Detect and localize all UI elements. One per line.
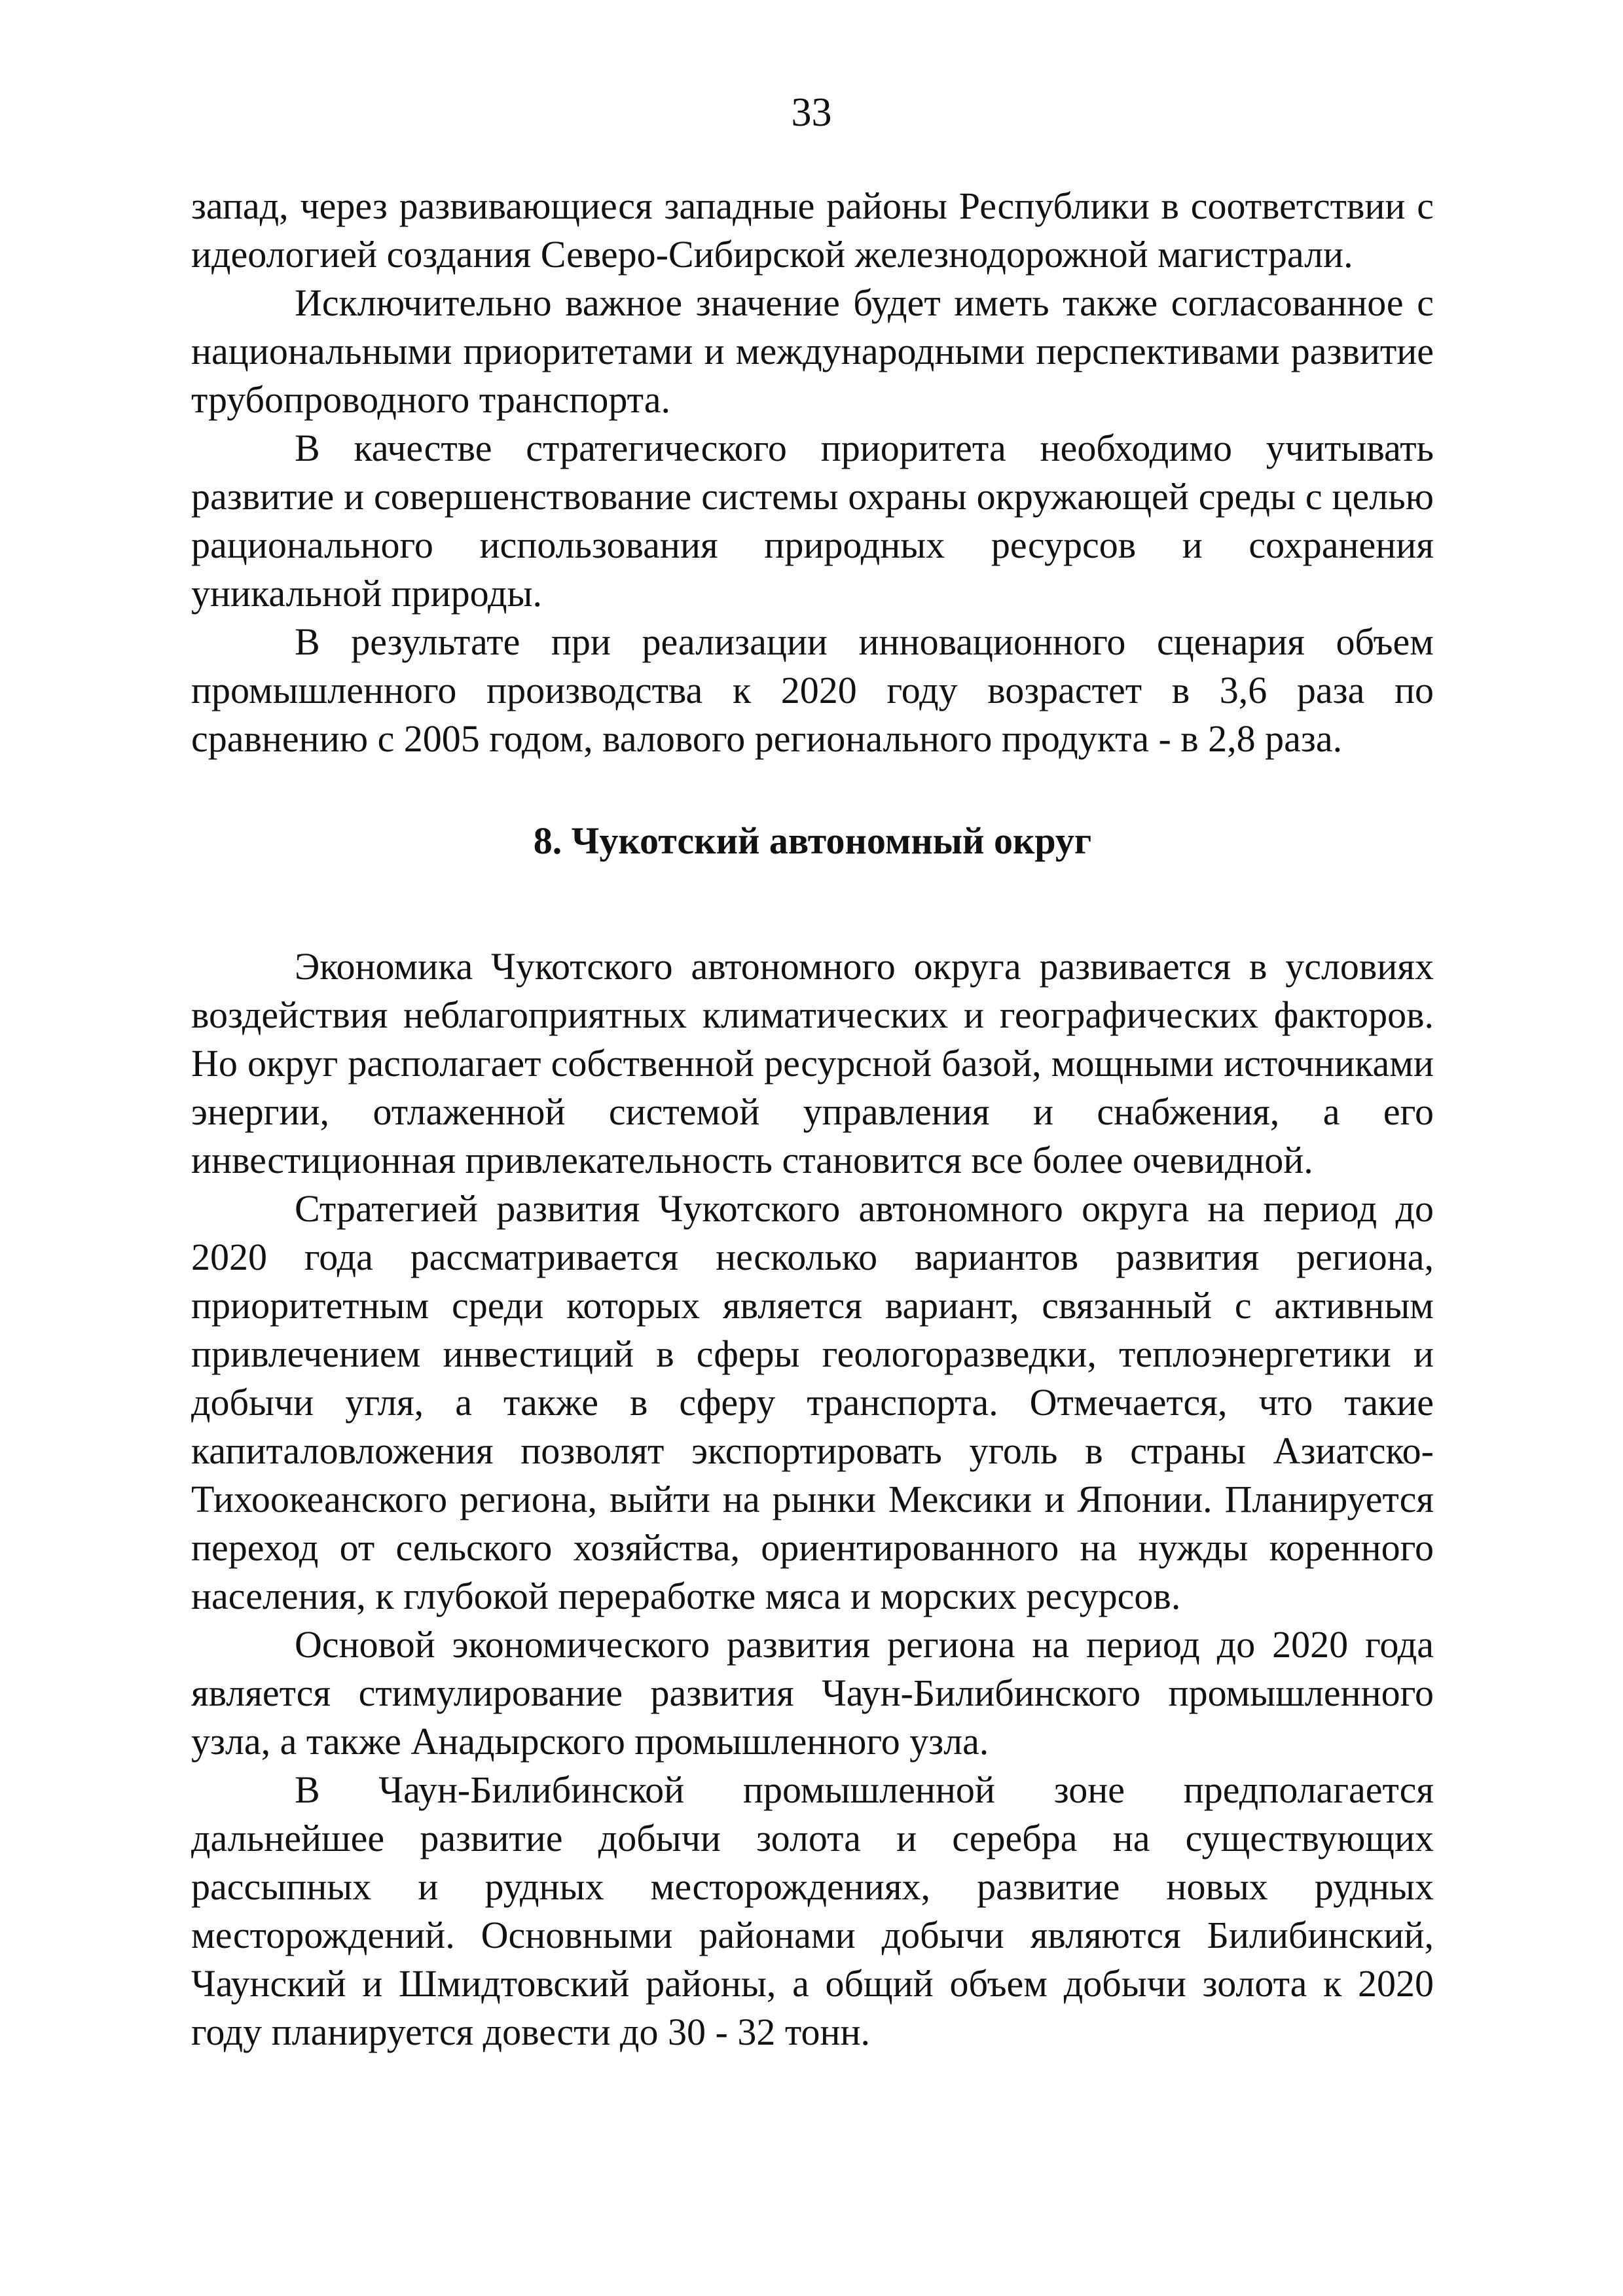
paragraph: Экономика Чукотского автономного округа развивается в условиях воздействия неблагоприятных климатических и географических факторов. Но округ располагает собственной ресурсной базой, мощными источниками энергии, отлаженной системой управления и снабжения, а его инвестиционная привлекательность становится все более очевидной. (191, 945, 1434, 1181)
paragraph: В Чаун-Билибинской промышленной зоне предполагается дальнейшее развитие добычи золота и серебра на существующих рассыпных и рудных месторождениях, развитие новых рудных месторождений. Основными районами добычи являются Билибинский, Чаунский и Шмидтовский районы, а общий объем добычи золота к 2020 году планируется довести до 30 - 32 тонн. (191, 1768, 1434, 2053)
paragraph: Основой экономического развития региона на период до 2020 года является стимулирование развития Чаун-Билибинского промышленного узла, а также Анадырского промышленного узла. (191, 1623, 1434, 1763)
paragraph-continuation: запад, через развивающиеся западные районы Республики в соответствии с идеологией создания Северо-Сибирской железнодорожной магистрали. (191, 185, 1434, 276)
paragraph: Стратегией развития Чукотского автономного округа на период до 2020 года рассматривается несколько вариантов развития региона, приоритетным среди которых является вариант, связанный с активным привлечением инвестиций в сферы геологоразведки, теплоэнергетики и добычи угля, а также в сферу транспорта. Отмечается, что такие капиталовложения позволят экспортировать уголь в страны Азиатско-Тихоокеанского региона, выйти на рынки Мексики и Японии. Планируется переход от сельского хозяйства, ориентированного на нужды коренного населения, к глубокой переработке мяса и морских ресурсов. (191, 1187, 1434, 1617)
paragraph: В качестве стратегического приоритета необходимо учитывать развитие и совершенствование системы охраны окружающей среды с целью рационального использования природных ресурсов и сохранения уникальной природы. (191, 427, 1434, 615)
page-number: 33 (791, 90, 832, 135)
section-heading: 8. Чукотский автономный округ (533, 819, 1092, 862)
paragraph: В результате при реализации инновационного сценария объем промышленного производства к 2020 году возрастет в 3,6 раза по сравнению с 2005 годом, валового регионального продукта - в 2,8 раза. (191, 620, 1434, 760)
paragraph: Исключительно важное значение будет иметь также согласованное с национальными приоритетами и международными перспективами развитие трубопроводного транспорта. (191, 281, 1434, 421)
document-body (191, 182, 1434, 2056)
